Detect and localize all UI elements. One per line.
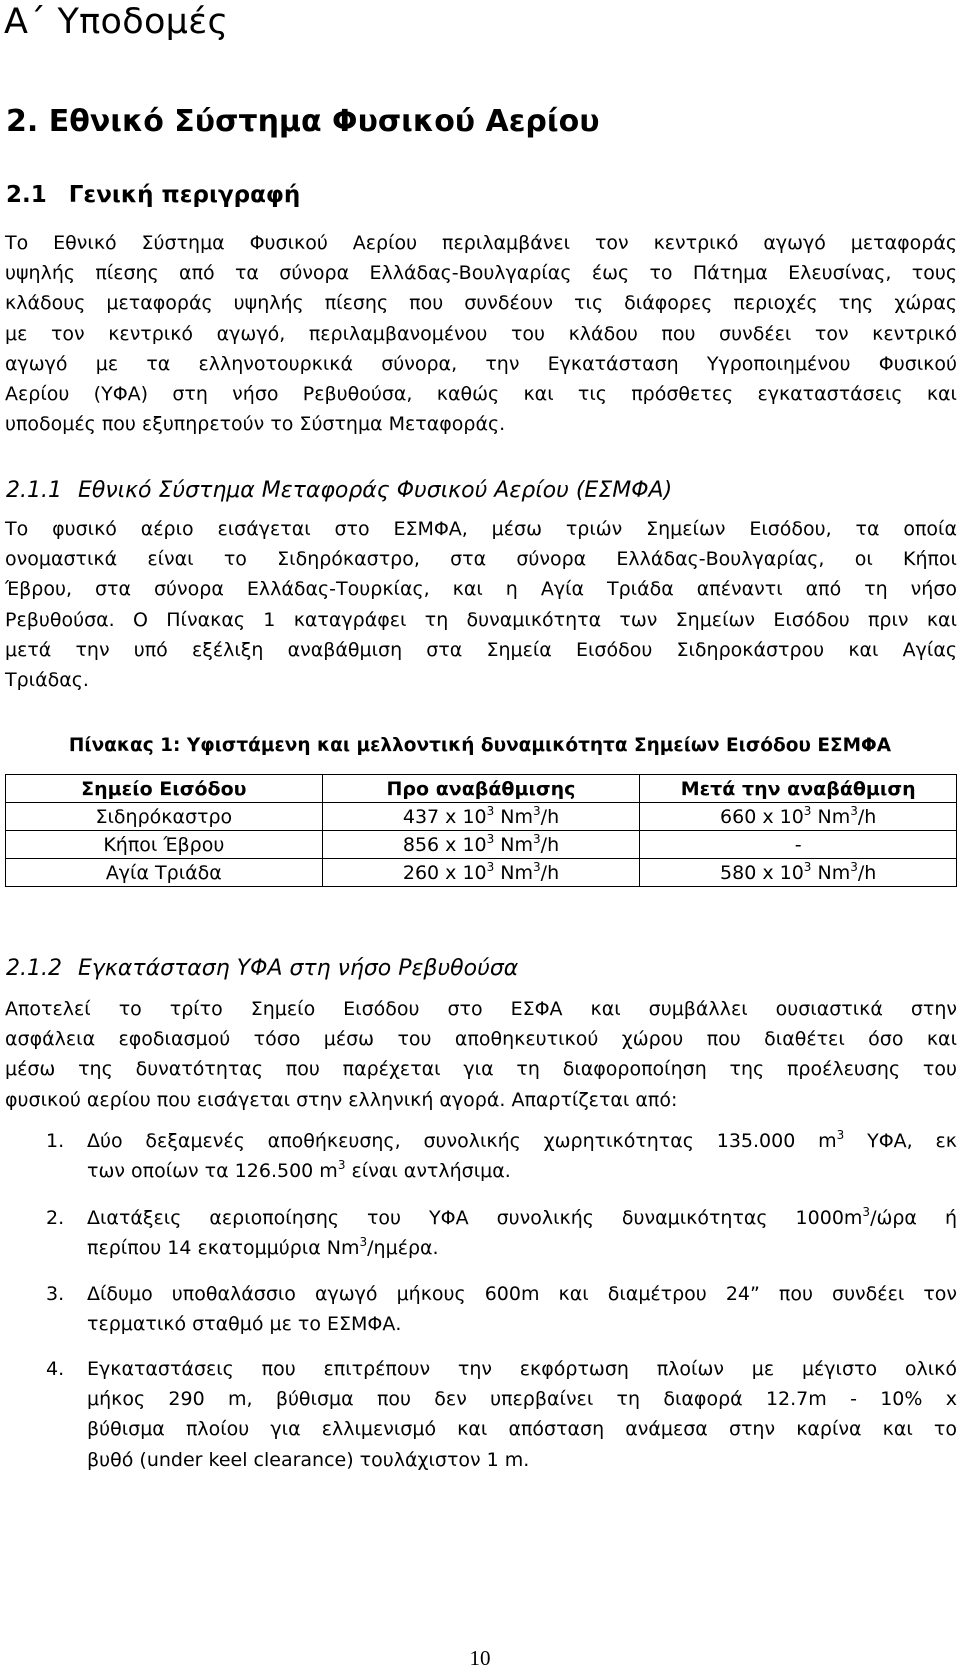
entry-points-table [5,774,957,887]
list-item-text [87,1354,957,1475]
paragraph-line: Ρεβυθούσα. Ο Πίνακας 1 καταγράφει τη δυναμικότητα των Σημείων Εισόδου πριν και [5,608,957,631]
list-item-number: 1. [46,1130,65,1152]
column-header: Προ αναβάθμισης [322,775,640,803]
list-item-number: 3. [46,1283,65,1305]
subsection-paragraph-1 [5,514,957,695]
subsection-heading-2 [6,954,518,984]
list-item-line: Διατάξεις αεριοποίησης του ΥΦΑ συνολικής δυναμικότητας $1000m^3$/ώρα ή [87,1205,957,1229]
paragraph-line: κλάδους μεταφοράς υψηλής πίεσης που συνδέουν τις διάφορες περιοχές της χώρας [5,292,957,315]
paragraph-line: φυσικού αερίου που εισάγεται στην ελληνική αγορά. Απαρτίζεται από: [5,1088,678,1111]
section-title: Γενική περιγραφή [68,182,301,208]
table-caption: Πίνακας 1: Υφιστάμενη και μελλοντική δυναμικότητα Σημείων Εισόδου ΕΣΜΦΑ [68,735,892,756]
section-number: 2.1 [6,182,47,208]
capacity-before: 437 x $10^3$ Nm$^3$/h [322,803,640,831]
subsection-number: 2.1.1 [6,478,62,503]
paragraph-line: Αερίου (ΥΦΑ) στη νήσο Ρεβυθούσα, καθώς και τις πρόσθετες εγκαταστάσεις και [5,383,957,406]
list-item-line: περίπου 14 εκατομμύρια Nm$^3$/ημέρα. [87,1235,439,1260]
paragraph-line: μετά την υπό εξέλιξη αναβάθμιση στα Σημεία Εισόδου Σιδηροκάστρου και Αγίας [5,638,957,661]
subsection-title: Εθνικό Σύστημα Μεταφοράς Φυσικού Αερίου (ΕΣΜΦΑ) [77,478,673,503]
capacity-before: 260 x $10^3$ Nm$^3$/h [322,859,640,887]
list-item-number: 4. [46,1358,65,1380]
list-item-text [87,1126,957,1186]
entry-point-name: Κήποι Έβρου [6,831,323,859]
paragraph-line: Το Εθνικό Σύστημα Φυσικού Αερίου περιλαμβάνει τον κεντρικό αγωγό μεταφοράς [5,232,957,254]
paragraph-line: υποδομές που εξυπηρετούν το Σύστημα Μεταφοράς. [5,413,506,436]
capacity-after: 580 x $10^3$ Nm$^3$/h [640,859,957,887]
list-item-line: Δίδυμο υποθαλάσσιο αγωγό μήκους 600m και διαμέτρου 24” που συνδέει τον [87,1283,957,1305]
list-item-text [87,1203,957,1263]
table-row [6,831,957,859]
chapter-heading: 2. Εθνικό Σύστημα Φυσικού Αερίου [6,104,600,139]
list-item-line: βυθό (under keel clearance) τουλάχιστον 1 m. [87,1448,530,1471]
entry-point-name: Σιδηρόκαστρο [6,803,323,831]
list-item [0,1354,960,1476]
list-item-line: μήκος 290 m, βύθισμα που δεν υπερβαίνει τη διαφορά 12.7m - 10% x [87,1388,957,1411]
paragraph-line: μέσω της δυνατότητας που παρέχεται για τη διαφοροποίηση της προέλευσης του [5,1058,957,1081]
table-header-row [6,775,957,803]
paragraph-line: Έβρου, στα σύνορα Ελλάδας-Τουρκίας, και η Αγία Τριάδα απέναντι από τη νήσο [5,578,957,601]
capacity-before: 856 x $10^3$ Nm$^3$/h [322,831,640,859]
list-item-text [87,1279,957,1339]
list-item-line: Δύο δεξαμενές αποθήκευσης, συνολικής χωρητικότητας 135.000 $m^3$ ΥΦΑ, εκ [87,1128,957,1152]
paragraph-line: ασφάλεια εφοδιασμού τόσο μέσω του αποθηκευτικού χώρου που διαθέτει όσο και [5,1028,957,1051]
section-heading [6,180,300,210]
list-item-line: βύθισμα πλοίου για ελλιμενισμό και απόσταση ανάμεσα στην καρίνα και το [87,1418,957,1441]
paragraph-line: υψηλής πίεσης από τα σύνορα Ελλάδας-Βουλγαρίας έως το Πάτημα Ελευσίνας, τους [5,262,957,285]
list-item [0,1126,960,1188]
capacity-after: 660 x $10^3$ Nm$^3$/h [640,803,957,831]
column-header: Μετά την αναβάθμιση [640,775,957,803]
list-item-line: των οποίων τα 126.500 $m^3$ είναι αντλήσιμα. [87,1158,511,1183]
subsection-paragraph-2 [5,994,957,1115]
table-row [6,859,957,887]
list-item [0,1279,960,1341]
subsection-number: 2.1.2 [6,956,62,981]
capacity-after: - [640,831,957,859]
list-item-line: Εγκαταστάσεις που επιτρέπουν την εκφόρτωση πλοίων με μέγιστο ολικό [87,1358,957,1380]
list-item [0,1203,960,1265]
entry-point-name: Αγία Τριάδα [6,859,323,887]
paragraph-line: Αποτελεί το τρίτο Σημείο Εισόδου στο ΕΣΦΑ και συμβάλλει ουσιαστικά στην [5,998,957,1020]
list-item-line: τερματικό σταθμό με το ΕΣΜΦΑ. [87,1313,402,1336]
paragraph-line: Το φυσικό αέριο εισάγεται στο ΕΣΜΦΑ, μέσω τριών Σημείων Εισόδου, τα οποία [5,518,957,540]
section-paragraph [5,228,957,439]
table-row [6,803,957,831]
paragraph-line: αγωγό με τα ελληνοτουρκικά σύνορα, την Εγκατάσταση Υγροποιημένου Φυσικού [5,352,957,375]
subsection-heading-1 [6,476,672,506]
page-number: 10 [469,1646,491,1670]
paragraph-line: ονομαστικά είναι το Σιδηρόκαστρο, στα σύνορα Ελλάδας-Βουλγαρίας, οι Κήποι [5,548,957,571]
paragraph-line: Τριάδας. [5,669,89,692]
column-header: Σημείο Εισόδου [6,775,323,803]
list-item-number: 2. [46,1207,65,1229]
part-heading: Α΄ Υποδομές [4,2,229,42]
paragraph-line: με τον κεντρικό αγωγό, περιλαμβανομένου του κλάδου που συνδέει τον κεντρικό [5,322,957,345]
subsection-title: Εγκατάσταση ΥΦΑ στη νήσο Ρεβυθούσα [77,956,519,981]
